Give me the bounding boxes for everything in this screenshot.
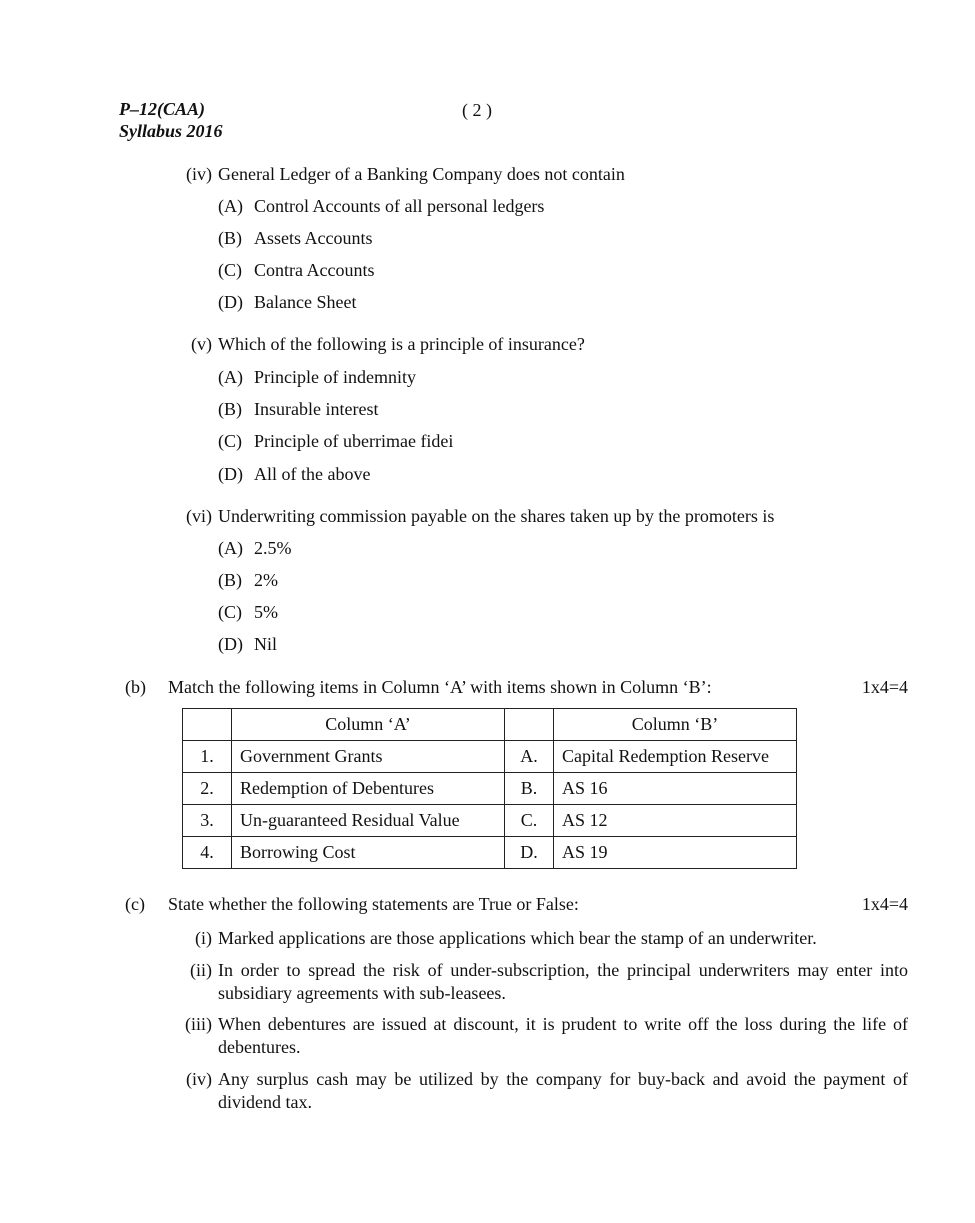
page-number: ( 2 )	[462, 100, 492, 120]
statement-ii	[178, 959, 908, 1005]
option-text: Principle of indemnity	[254, 367, 416, 387]
option	[218, 634, 277, 655]
statement-text: In order to spread the risk of under-subscription, the principal underwriters may enter into subsidiary agreements with sub-leasees.	[218, 960, 908, 1003]
table-cell: 3.	[183, 805, 232, 837]
table-row	[183, 773, 797, 805]
page-header-left	[119, 98, 223, 142]
question-number: (iv)	[186, 164, 212, 184]
statement-text: Marked applications are those applications which bear the stamp of an underwriter.	[218, 928, 817, 948]
statement-i	[178, 927, 908, 950]
table-header-row	[183, 709, 797, 741]
syllabus-label: Syllabus 2016	[119, 121, 223, 141]
option	[218, 431, 453, 452]
table-cell: Un-guaranteed Residual Value	[232, 805, 505, 837]
option-label: (D)	[218, 634, 243, 654]
table-header: Column ‘B’	[554, 709, 797, 741]
option-text: Principle of uberrimae fidei	[254, 431, 454, 451]
option	[218, 260, 374, 281]
table-cell: C.	[505, 805, 554, 837]
option-text: Control Accounts of all personal ledgers	[254, 196, 545, 216]
table-row	[183, 741, 797, 773]
match-table	[182, 708, 797, 869]
option	[218, 292, 356, 313]
table-cell: 2.	[183, 773, 232, 805]
table-header	[183, 709, 232, 741]
option-text: Assets Accounts	[254, 228, 373, 248]
statement-iii	[178, 1013, 908, 1059]
option	[218, 538, 292, 559]
option-text: 5%	[254, 602, 278, 622]
statement-number: (i)	[195, 928, 212, 948]
section-c-marks: 1x4=4	[861, 894, 908, 914]
question-text: General Ledger of a Banking Company does not contain	[218, 164, 625, 184]
option-label: (A)	[218, 538, 243, 558]
statement-number: (iv)	[186, 1069, 212, 1089]
option	[218, 570, 278, 591]
table-header	[505, 709, 554, 741]
statement-iv	[178, 1068, 908, 1114]
table-cell: AS 16	[554, 773, 797, 805]
table-cell: AS 19	[554, 837, 797, 869]
paper-code: P–12(CAA)	[119, 99, 206, 119]
option-text: 2.5%	[254, 538, 292, 558]
statement-text: Any surplus cash may be utilized by the company for buy-back and avoid the payment of dividend tax.	[218, 1069, 908, 1112]
option-label: (D)	[218, 292, 243, 312]
question-number: (vi)	[186, 506, 212, 526]
option-text: Contra Accounts	[254, 260, 375, 280]
statement-number: (ii)	[190, 960, 212, 980]
table-header: Column ‘A’	[232, 709, 505, 741]
table-cell: A.	[505, 741, 554, 773]
option-label: (A)	[218, 367, 243, 387]
section-text: Match the following items in Column ‘A’ with items shown in Column ‘B’:	[168, 677, 712, 697]
option	[218, 602, 278, 623]
table-cell: 1.	[183, 741, 232, 773]
question-iv	[174, 164, 625, 185]
section-c-heading	[125, 894, 579, 915]
option-label: (B)	[218, 399, 242, 419]
question-number: (v)	[191, 334, 212, 354]
option-text: All of the above	[254, 464, 371, 484]
table-cell: 4.	[183, 837, 232, 869]
question-v	[174, 334, 585, 355]
section-b-heading	[125, 677, 712, 698]
table-cell: Capital Redemption Reserve	[554, 741, 797, 773]
statement-number: (iii)	[185, 1014, 212, 1034]
option	[218, 367, 416, 388]
option-label: (B)	[218, 570, 242, 590]
section-label: (b)	[125, 677, 146, 697]
option-label: (D)	[218, 464, 243, 484]
table-cell: B.	[505, 773, 554, 805]
option	[218, 196, 544, 217]
option	[218, 399, 378, 420]
option-label: (C)	[218, 431, 242, 451]
option-label: (C)	[218, 260, 242, 280]
option-label: (A)	[218, 196, 243, 216]
section-b-marks: 1x4=4	[861, 677, 908, 697]
option	[218, 464, 370, 485]
table-cell: Borrowing Cost	[232, 837, 505, 869]
section-label: (c)	[125, 894, 145, 914]
option-text: Insurable interest	[254, 399, 379, 419]
table-cell: Redemption of Debentures	[232, 773, 505, 805]
table-cell: D.	[505, 837, 554, 869]
option-text: Nil	[254, 634, 278, 654]
question-text: Which of the following is a principle of insurance?	[218, 334, 585, 354]
option-label: (C)	[218, 602, 242, 622]
table-row	[183, 837, 797, 869]
table-row	[183, 805, 797, 837]
question-vi	[174, 506, 774, 527]
table-cell: Government Grants	[232, 741, 505, 773]
option-label: (B)	[218, 228, 242, 248]
table-cell: AS 12	[554, 805, 797, 837]
section-text: State whether the following statements are True or False:	[168, 894, 579, 914]
statement-text: When debentures are issued at discount, it is prudent to write off the loss during the life of debentures.	[218, 1014, 908, 1057]
question-text: Underwriting commission payable on the shares taken up by the promoters is	[218, 506, 775, 526]
option-text: 2%	[254, 570, 278, 590]
option	[218, 228, 373, 249]
option-text: Balance Sheet	[254, 292, 357, 312]
